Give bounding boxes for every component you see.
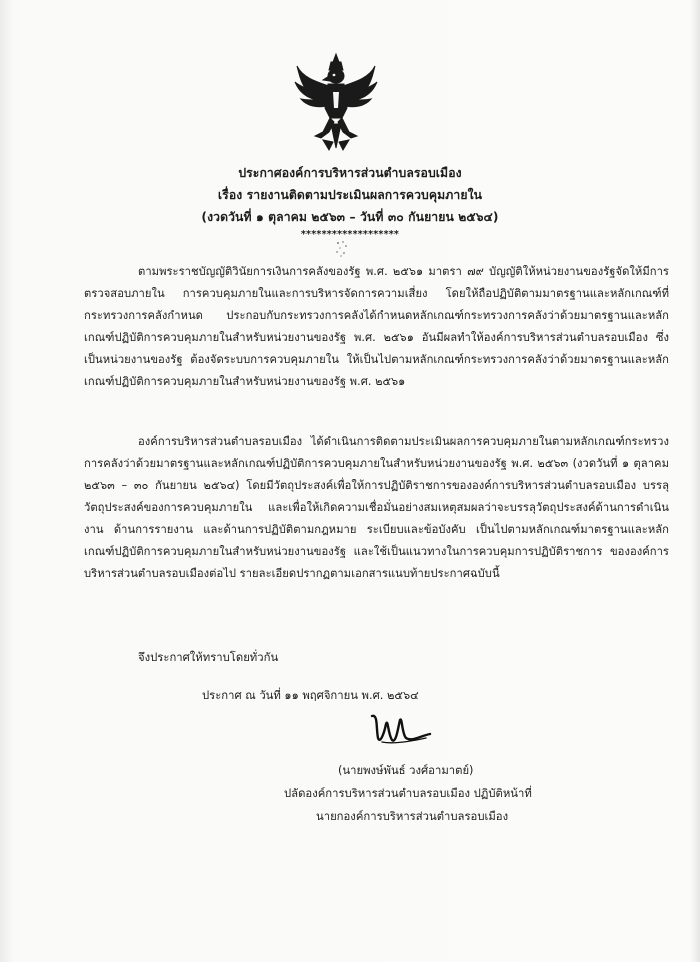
handwritten-signature <box>368 708 434 758</box>
signatory-position: ปลัดองค์การบริหารส่วนตำบลรอบเมือง ปฏิบัติหน้าที่ <box>284 787 532 800</box>
document-subject: เรื่อง รายงานติดตามประเมินผลการควบคุมภายใน <box>217 188 483 202</box>
separator: ******************* <box>300 229 400 240</box>
signatory-acting-position: นายกองค์การบริหารส่วนตำบลรอบเมือง <box>316 810 509 823</box>
paragraph-1: ตามพระราชบัญญัติวินัยการเงินการคลังของรัฐ พ.ศ. ๒๕๖๑ มาตรา ๗๙ บัญญัติให้หน่วยงานของรัฐจัดให้มีการตรวจสอบภายใน การควบคุมภายในและการบริหารจัดการความเสี่ยง โดยให้ถือปฏิบัติตามมาตรฐานและหลักเกณฑ์ที่กระทรวงการคลังกำหนด ประกอบกับกระทรวงการคลังได้กำหนดหลักเกณฑ์กระทรวงการคลังว่าด้วยมาตรฐานและหลักเกณฑ์ปฏิบัติการควบคุมภายในสำหรับหน่วยงานของรัฐ พ.ศ. ๒๕๖๑ อันมีผลทำให้องค์การบริหารส่วนตำบลรอบเมือง ซึ่งเป็นหน่วยงานของรัฐ ต้องจัดระบบการควบคุมภายใน ให้เป็นไปตามหลักเกณฑ์กระทรวงการคลังว่าด้วยมาตรฐานและหลักเกณฑ์ปฏิบัติการควบคุมภายในสำหรับหน่วยงานของรัฐ พ.ศ. ๒๕๖๑ <box>84 265 669 388</box>
paragraph-2: องค์การบริหารส่วนตำบลรอบเมือง ได้ดำเนินการติดตามประเมินผลการควบคุมภายในตามหลักเกณฑ์กระทรวงการคลังว่าด้วยมาตรฐานและหลักเกณฑ์ปฏิบัติการควบคุมภายในสำหรับหน่วยงานของรัฐ พ.ศ. ๒๕๖๓ (งวดวันที่ ๑ ตุลาคม ๒๕๖๓ – ๓๐ กันยายน ๒๕๖๔) โดยมีวัตถุประสงค์เพื่อให้การปฏิบัติราชการขององค์การบริหารส่วนตำบลรอบเมือง บรรลุวัตถุประสงค์ของการควบคุมภายใน และเพื่อให้เกิดความเชื่อมั่นอย่างสมเหตุสมผลว่าจะบรรลุวัตถุประสงค์ด้านการดำเนินงาน ด้านการรายงาน และด้านการปฏิบัติตามกฎหมาย ระเบียบและข้อบังคับ เป็นไปตามหลักเกณฑ์มาตรฐานและหลักเกณฑ์ปฏิบัติการควบคุมภายในสำหรับหน่วยงานของรัฐ และใช้เป็นแนวทางในการควบคุมการปฏิบัติราชการ ขององค์การบริหารส่วนตำบลรอบเมืองต่อไป รายละเอียดปรากฏตามเอกสารแนบท้ายประกาศฉบับนี้ <box>84 435 669 580</box>
ink-mark <box>334 240 350 258</box>
document-period: (งวดวันที่ ๑ ตุลาคม ๒๕๖๓ – วันที่ ๓๐ กันยายน ๒๕๖๔) <box>201 210 499 224</box>
announcement-date: ประกาศ ณ วันที่ ๑๑ พฤศจิกายน พ.ศ. ๒๕๖๔ <box>202 689 419 702</box>
garuda-emblem-icon <box>293 52 379 152</box>
signatory-name: (นายพงษ์พันธ์ วงศ์อามาตย์) <box>338 764 474 777</box>
announcement-closing: จึงประกาศให้ทราบโดยทั่วกัน <box>138 651 279 664</box>
document-title: ประกาศองค์การบริหารส่วนตำบลรอบเมือง <box>238 166 462 180</box>
